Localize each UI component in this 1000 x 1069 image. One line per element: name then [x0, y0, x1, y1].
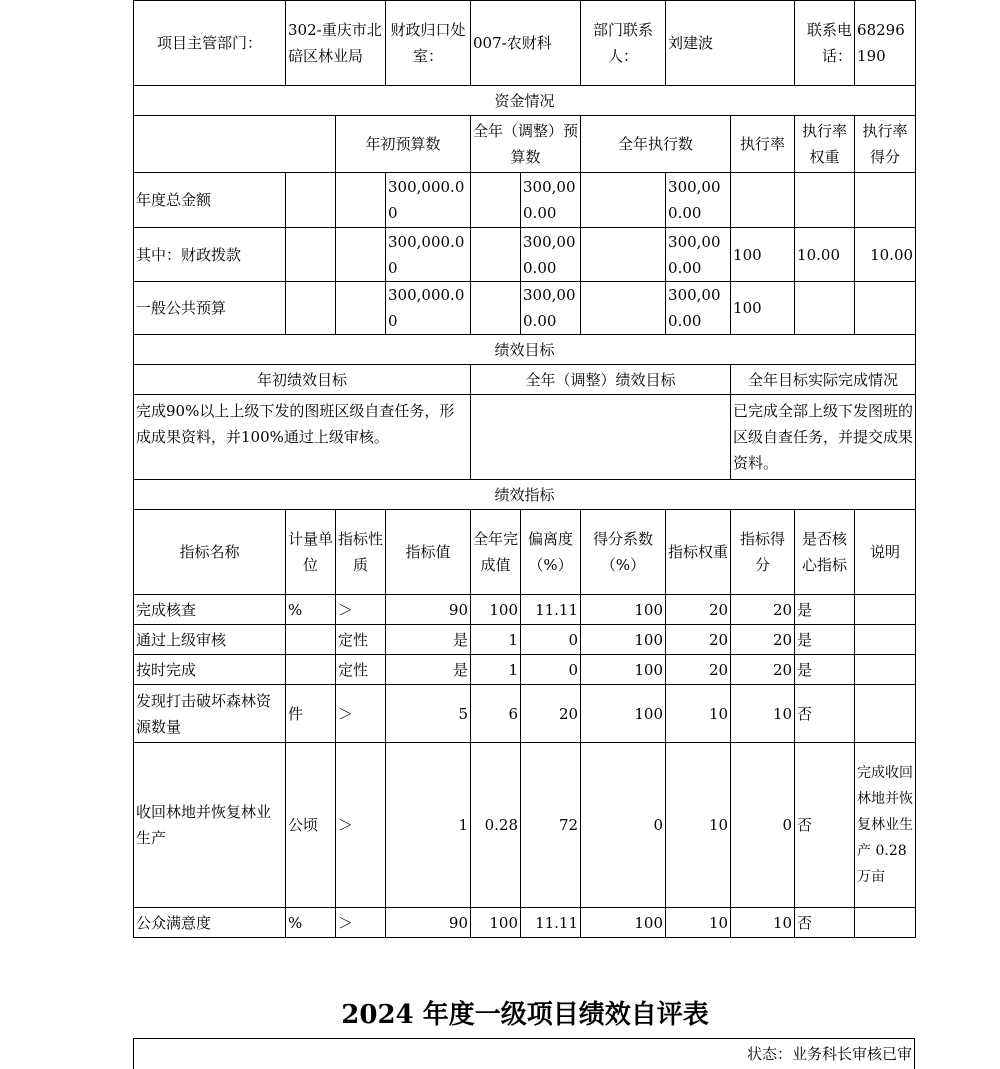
- funding-header: 执行率得分: [855, 116, 916, 173]
- status-text: 状态：业务科长审核已审: [134, 1039, 915, 1069]
- actual-value: 6: [471, 685, 521, 743]
- actual-value: 1: [471, 655, 521, 685]
- score-coefficient: 100: [581, 655, 666, 685]
- goal-initial: 完成90%以上上级下发的图班区级自查任务，形成成果资料，并100%通过上级审核。: [134, 395, 471, 480]
- next-table: [133, 1038, 915, 1069]
- is-core: 是: [795, 655, 855, 685]
- phone-label: 联系电话：: [795, 1, 855, 86]
- execution-score: [855, 173, 916, 228]
- funding-row-label: 一般公共预算: [134, 282, 286, 335]
- deviation: 11.11: [521, 595, 581, 625]
- goal-actual: 已完成全部上级下发图班的区级自查任务，并提交成果资料。: [731, 395, 916, 480]
- funding-row: [134, 173, 916, 228]
- score: 20: [731, 595, 795, 625]
- nature: ＞: [336, 743, 386, 908]
- nature: 定性: [336, 625, 386, 655]
- unit: [286, 655, 336, 685]
- deviation: 0: [521, 655, 581, 685]
- indicator-header: 说明: [855, 510, 916, 595]
- goals-header: 全年目标实际完成情况: [731, 365, 916, 395]
- execution-weight: [795, 282, 855, 335]
- executed-amount: 300,000.00: [666, 173, 731, 228]
- actual-value: 1: [471, 625, 521, 655]
- note: 完成收回林地并恢复林业生产 0.28万亩: [855, 743, 916, 908]
- next-table-title: 2024 年度一级项目绩效自评表: [0, 994, 1000, 1031]
- indicator-header: 是否核心指标: [795, 510, 855, 595]
- blank-cell: [336, 173, 386, 228]
- indicator-name: 发现打击破坏森林资源数量: [134, 685, 286, 743]
- score: 20: [731, 625, 795, 655]
- score-coefficient: 100: [581, 625, 666, 655]
- phone-value: 68296190: [855, 1, 916, 86]
- funding-section-title: 资金情况: [134, 86, 916, 116]
- nature: 定性: [336, 655, 386, 685]
- score-coefficient: 100: [581, 908, 666, 938]
- deviation: 20: [521, 685, 581, 743]
- performance-table: [133, 0, 916, 938]
- note: [855, 655, 916, 685]
- nature: ＞: [336, 685, 386, 743]
- note: [855, 685, 916, 743]
- execution-score: 10.00: [855, 228, 916, 282]
- indicator-name: 公众满意度: [134, 908, 286, 938]
- score-coefficient: 100: [581, 685, 666, 743]
- blank-cell: [286, 228, 336, 282]
- adjusted-budget: 300,000.00: [521, 282, 581, 335]
- indicator-header: 指标值: [386, 510, 471, 595]
- indicator-header: 指标得分: [731, 510, 795, 595]
- finance-label: 财政归口处室：: [386, 1, 471, 86]
- note: [855, 908, 916, 938]
- contact-value: 刘建波: [666, 1, 795, 86]
- blank-cell: [581, 282, 666, 335]
- blank-cell: [471, 282, 521, 335]
- indicator-name: 按时完成: [134, 655, 286, 685]
- executed-amount: 300,000.00: [666, 228, 731, 282]
- is-core: 否: [795, 908, 855, 938]
- execution-rate: 100: [731, 228, 795, 282]
- blank-cell: [471, 228, 521, 282]
- blank-cell: [581, 228, 666, 282]
- executed-amount: 300,000.00: [666, 282, 731, 335]
- target-value: 是: [386, 625, 471, 655]
- blank-cell: [286, 173, 336, 228]
- score-coefficient: 0: [581, 743, 666, 908]
- weight: 10: [666, 743, 731, 908]
- unit: %: [286, 908, 336, 938]
- funding-header: 执行率权重: [795, 116, 855, 173]
- funding-row: [134, 282, 916, 335]
- indicator-name: 完成核查: [134, 595, 286, 625]
- execution-rate: [731, 173, 795, 228]
- score: 10: [731, 685, 795, 743]
- funding-row-label: 年度总金额: [134, 173, 286, 228]
- dept-label: 项目主管部门：: [134, 1, 286, 86]
- initial-budget: 300,000.00: [386, 228, 471, 282]
- target-value: 5: [386, 685, 471, 743]
- score: 0: [731, 743, 795, 908]
- funding-header: 年初预算数: [336, 116, 471, 173]
- blank-cell: [286, 282, 336, 335]
- target-value: 90: [386, 595, 471, 625]
- score-coefficient: 100: [581, 595, 666, 625]
- blank-cell: [134, 116, 336, 173]
- adjusted-budget: 300,000.00: [521, 173, 581, 228]
- funding-row-label: 其中：财政拨款: [134, 228, 286, 282]
- adjusted-budget: 300,000.00: [521, 228, 581, 282]
- execution-weight: 10.00: [795, 228, 855, 282]
- is-core: 是: [795, 595, 855, 625]
- goal-adjusted: [471, 395, 731, 480]
- weight: 10: [666, 685, 731, 743]
- initial-budget: 300,000.00: [386, 173, 471, 228]
- indicator-row: [134, 595, 916, 625]
- blank-cell: [581, 173, 666, 228]
- indicator-header: 全年完成值: [471, 510, 521, 595]
- unit: %: [286, 595, 336, 625]
- actual-value: 0.28: [471, 743, 521, 908]
- indicator-header: 指标权重: [666, 510, 731, 595]
- contact-label: 部门联系人：: [581, 1, 666, 86]
- note: [855, 625, 916, 655]
- indicator-name: 收回林地并恢复林业生产: [134, 743, 286, 908]
- weight: 10: [666, 908, 731, 938]
- blank-cell: [336, 228, 386, 282]
- goals-section-title: 绩效目标: [134, 335, 916, 365]
- actual-value: 100: [471, 908, 521, 938]
- execution-score: [855, 282, 916, 335]
- deviation: 72: [521, 743, 581, 908]
- deviation: 11.11: [521, 908, 581, 938]
- nature: ＞: [336, 908, 386, 938]
- funding-row: [134, 228, 916, 282]
- unit: 件: [286, 685, 336, 743]
- goals-header: 年初绩效目标: [134, 365, 471, 395]
- deviation: 0: [521, 625, 581, 655]
- note: [855, 595, 916, 625]
- is-core: 是: [795, 625, 855, 655]
- indicator-name: 通过上级审核: [134, 625, 286, 655]
- funding-header: 全年执行数: [581, 116, 731, 173]
- indicator-row: [134, 655, 916, 685]
- funding-header: 全年（调整）预算数: [471, 116, 581, 173]
- target-value: 是: [386, 655, 471, 685]
- goals-header: 全年（调整）绩效目标: [471, 365, 731, 395]
- actual-value: 100: [471, 595, 521, 625]
- is-core: 否: [795, 743, 855, 908]
- execution-weight: [795, 173, 855, 228]
- execution-rate: 100: [731, 282, 795, 335]
- dept-value: 302-重庆市北碚区林业局: [286, 1, 386, 86]
- is-core: 否: [795, 685, 855, 743]
- score: 10: [731, 908, 795, 938]
- indicator-row: [134, 625, 916, 655]
- indicator-header: 指标名称: [134, 510, 286, 595]
- finance-value: 007-农财科: [471, 1, 581, 86]
- funding-header: 执行率: [731, 116, 795, 173]
- unit: 公顷: [286, 743, 336, 908]
- target-value: 1: [386, 743, 471, 908]
- indicator-row: [134, 908, 916, 938]
- indicator-row: [134, 743, 916, 908]
- weight: 20: [666, 625, 731, 655]
- blank-cell: [336, 282, 386, 335]
- weight: 20: [666, 655, 731, 685]
- blank-cell: [471, 173, 521, 228]
- indicator-header: 得分系数（%）: [581, 510, 666, 595]
- weight: 20: [666, 595, 731, 625]
- nature: ＞: [336, 595, 386, 625]
- indicator-row: [134, 685, 916, 743]
- initial-budget: 300,000.00: [386, 282, 471, 335]
- indicators-section-title: 绩效指标: [134, 480, 916, 510]
- indicator-header: 偏离度（%）: [521, 510, 581, 595]
- indicator-header: 指标性质: [336, 510, 386, 595]
- unit: [286, 625, 336, 655]
- target-value: 90: [386, 908, 471, 938]
- indicator-header: 计量单位: [286, 510, 336, 595]
- score: 20: [731, 655, 795, 685]
